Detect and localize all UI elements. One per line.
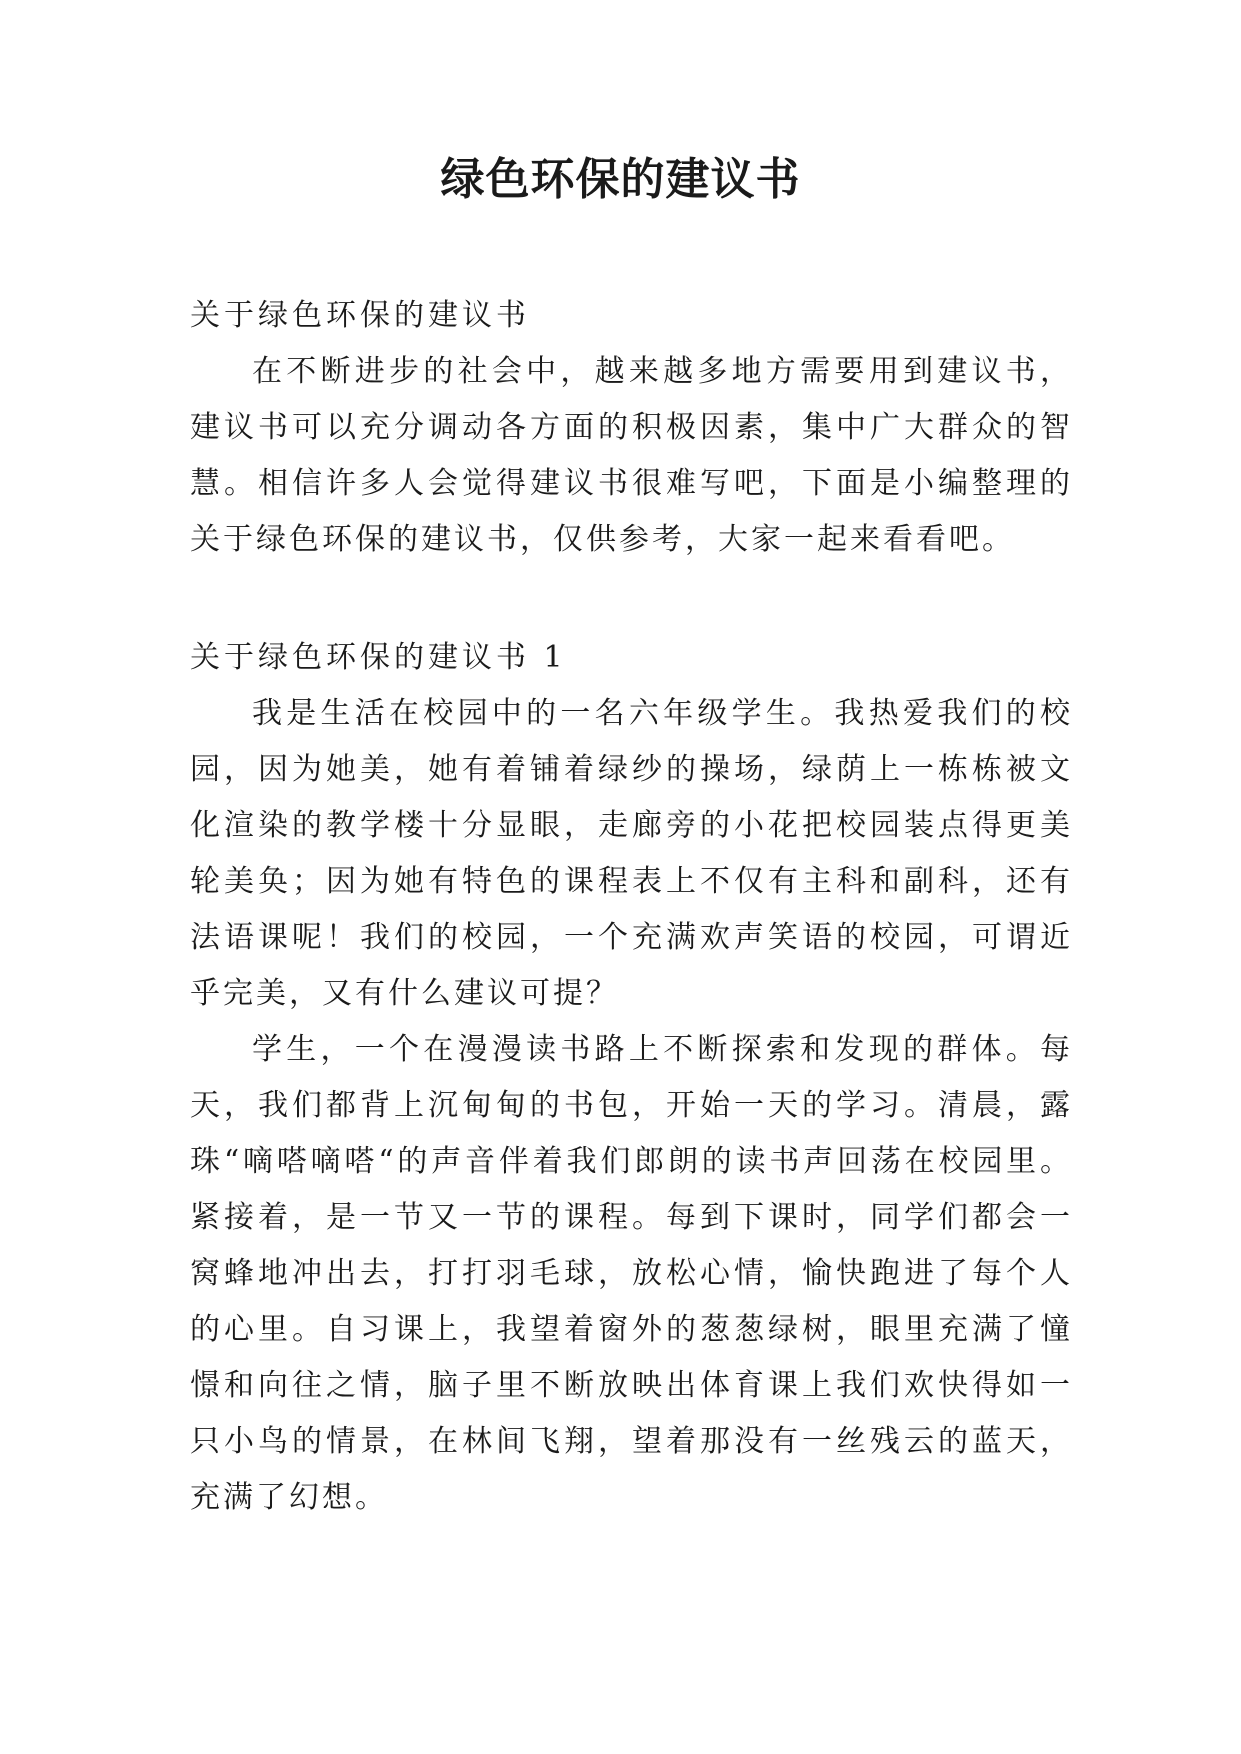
document-title: 绿色环保的建议书	[440, 154, 801, 205]
intro-line: 慧。相信许多人会觉得建议书很难写吧，下面是小编整理的	[190, 466, 1070, 501]
intro-line: 在不断进步的社会中，越来越多地方需要用到建议书，	[252, 354, 1070, 389]
section-1-paragraph-2-line: 学生，一个在漫漫读书路上不断探索和发现的群体。每	[252, 1032, 1070, 1067]
intro-line: 建议书可以充分调动各方面的积极因素，集中广大群众的智	[190, 410, 1070, 445]
section-1-paragraph-1-line: 法语课呢！我们的校园，一个充满欢声笑语的校园，可谓近	[190, 920, 1070, 955]
section-1-paragraph-1-line: 化渲染的教学楼十分显眼，走廊旁的小花把校园装点得更美	[190, 808, 1070, 843]
section-1-paragraph-1-line: 我是生活在校园中的一名六年级学生。我热爱我们的校	[252, 696, 1070, 731]
section-1-paragraph-2-line: 窝蜂地冲出去，打打羽毛球，放松心情，愉快跑进了每个人	[190, 1256, 1070, 1291]
intro-heading: 关于绿色环保的建议书	[190, 298, 530, 333]
section-1-paragraph-2-line: 只小鸟的情景，在林间飞翔，望着那没有一丝残云的蓝天，	[190, 1424, 1070, 1459]
section-1-paragraph-2-line: 紧接着，是一节又一节的课程。每到下课时，同学们都会一	[190, 1200, 1070, 1235]
section-1-paragraph-1-line: 轮美奂；因为她有特色的课程表上不仅有主科和副科，还有	[190, 864, 1070, 899]
section-1-paragraph-2-line: 珠“嘀嗒嘀嗒“的声音伴着我们郎朗的读书声回荡在校园里。	[190, 1144, 1070, 1179]
section-1-paragraph-2-line: 憬和向往之情，脑子里不断放映出体育课上我们欢快得如一	[190, 1368, 1070, 1403]
section-1-paragraph-2-line: 的心里。自习课上，我望着窗外的葱葱绿树，眼里充满了憧	[190, 1312, 1070, 1347]
section-1-paragraph-2-line: 充满了幻想。	[190, 1480, 388, 1515]
section-1-paragraph-2-line: 天，我们都背上沉甸甸的书包，开始一天的学习。清晨，露	[190, 1088, 1070, 1123]
section-1-heading: 关于绿色环保的建议书 1	[190, 640, 567, 675]
intro-line: 关于绿色环保的建议书，仅供参考，大家一起来看看吧。	[190, 522, 1015, 557]
section-1-paragraph-1-line: 园，因为她美，她有着铺着绿纱的操场，绿荫上一栋栋被文	[190, 752, 1070, 787]
section-1-paragraph-1-line: 乎完美，又有什么建议可提？	[190, 976, 619, 1011]
